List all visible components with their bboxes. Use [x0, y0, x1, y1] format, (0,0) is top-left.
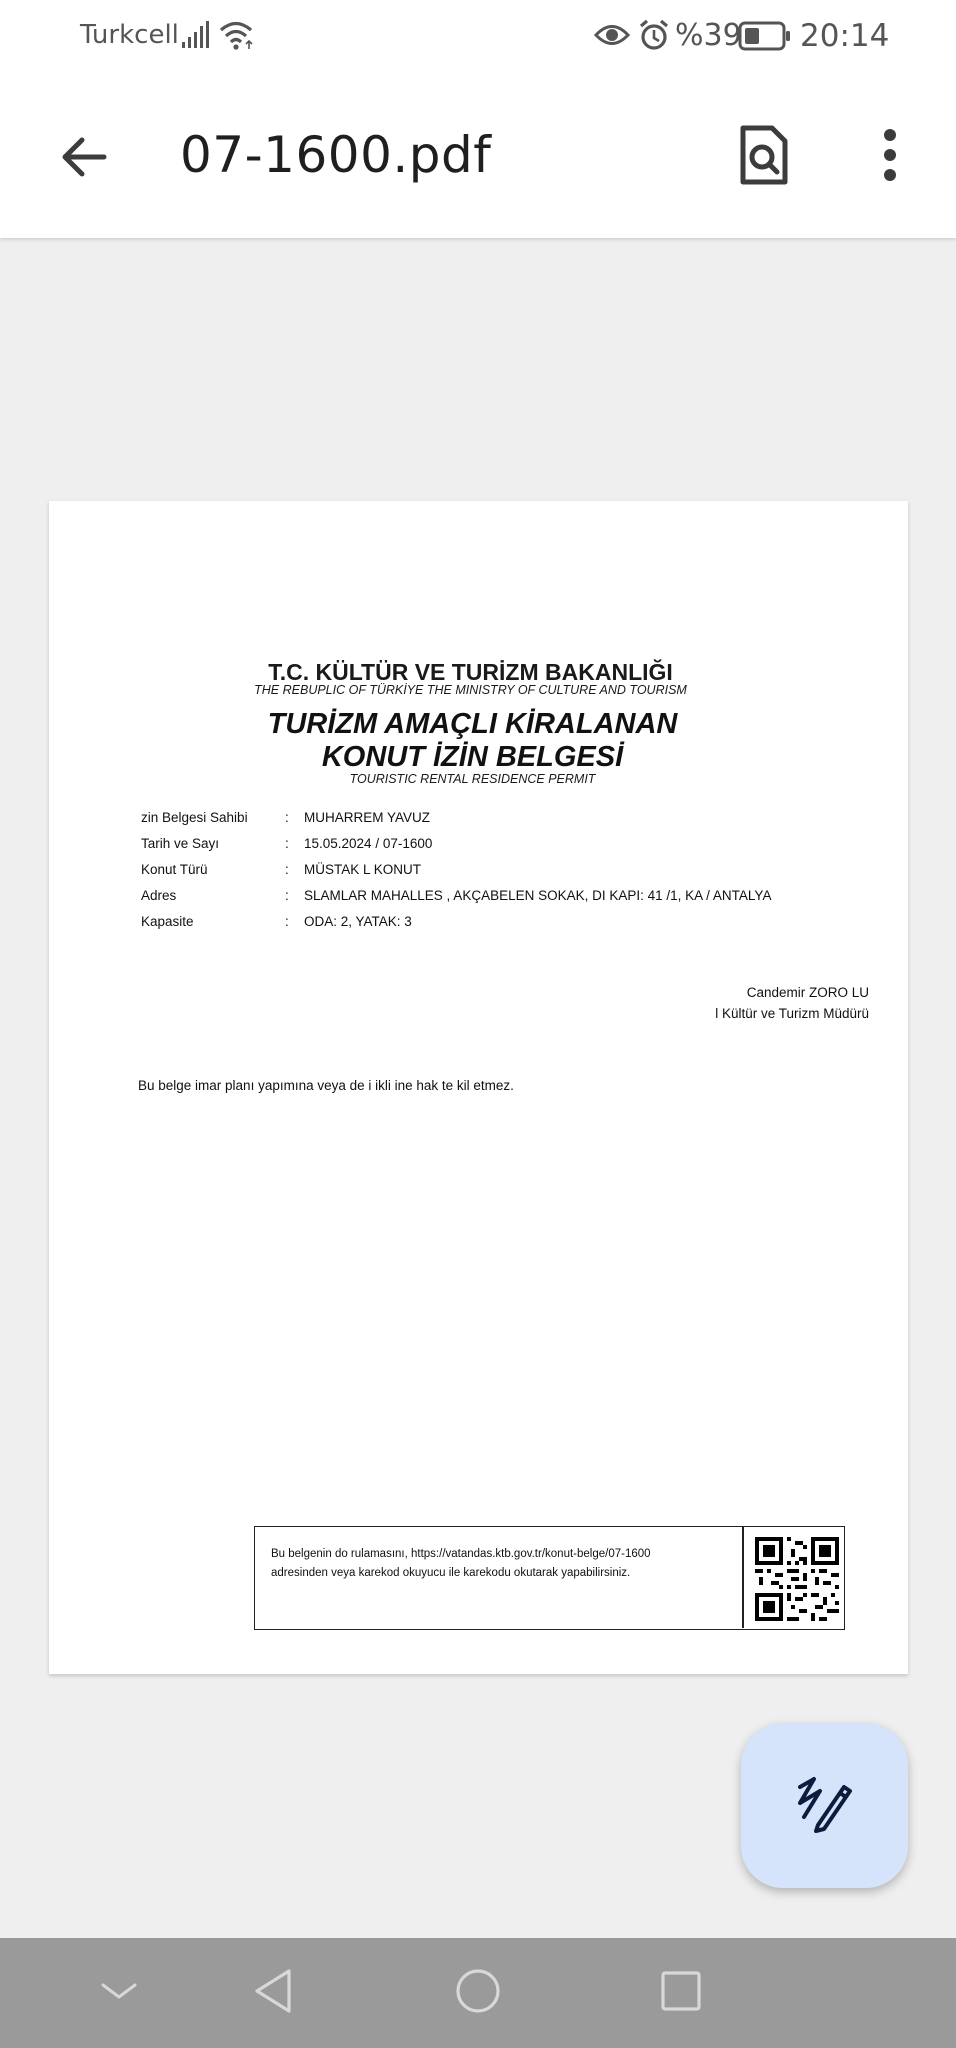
- battery-icon: [738, 21, 792, 55]
- field-label: Adres: [141, 888, 177, 903]
- ministry-name-en: THE REBUPLIC OF TÜRKİYE THE MINISTRY OF CULTURE AND TOURISM: [254, 683, 687, 697]
- permit-subtitle: TOURISTIC RENTAL RESIDENCE PERMIT: [349, 772, 596, 786]
- field-colon: :: [285, 888, 289, 903]
- carrier-name: Turkcell: [80, 20, 179, 50]
- nav-home-icon: [454, 1967, 502, 2019]
- app-bar: [0, 76, 956, 238]
- pdf-page[interactable]: [49, 501, 908, 1674]
- clock-time: 20:14: [800, 18, 890, 54]
- wifi-icon: [218, 18, 254, 56]
- back-arrow-icon: [58, 131, 110, 187]
- nav-hide-icon: [99, 1979, 139, 2007]
- back-button[interactable]: [48, 123, 120, 195]
- field-label: Kapasite: [141, 914, 194, 929]
- document-title: 07-1600.pdf: [180, 126, 492, 184]
- status-bar: [0, 0, 956, 76]
- disclaimer-text: Bu belge imar planı yapımına veya de i ikli ine hak te kil etmez.: [138, 1078, 514, 1093]
- field-colon: :: [285, 836, 289, 851]
- field-label: zin Belgesi Sahibi: [141, 810, 248, 825]
- field-value: SLAMLAR MAHALLES , AKÇABELEN SOKAK, DI KAPI: 41 /1, KA / ANTALYA: [304, 888, 772, 903]
- search-in-document-button[interactable]: [728, 121, 800, 193]
- annotate-fab-button[interactable]: [741, 1723, 908, 1888]
- ministry-name-tr: T.C. KÜLTÜR VE TURİZM BAKANLIĞI: [268, 659, 673, 685]
- field-value: MUHARREM YAVUZ: [304, 810, 431, 825]
- signatory-name: Candemir ZORO LU: [746, 985, 869, 1000]
- field-value: ODA: 2, YATAK: 3: [304, 914, 412, 929]
- field-colon: :: [285, 862, 289, 877]
- signal-icon: [180, 20, 210, 54]
- nav-back-icon: [251, 1967, 295, 2019]
- qr-code: [755, 1537, 839, 1621]
- verification-text: Bu belgenin do rulamasını, https://vatandas.ktb.gov.tr/konut-belge/07-1600 adresinden veya karekod okuyucu ile karekodu okutarak yapabilirsiniz.: [271, 1548, 651, 1579]
- nav-back-button[interactable]: [243, 1963, 303, 2023]
- verification-box: [254, 1526, 845, 1630]
- field-value: 15.05.2024 / 07-1600: [304, 836, 433, 851]
- signatory-title: l Kültür ve Turizm Müdürü: [715, 1006, 869, 1021]
- permit-title-line2: KONUT İZİN BELGESİ: [321, 741, 624, 773]
- edit-annotate-icon: [794, 1773, 856, 1839]
- divider: [742, 1527, 744, 1628]
- more-options-button[interactable]: [854, 121, 926, 193]
- field-colon: :: [285, 914, 289, 929]
- document-search-icon: [738, 124, 790, 190]
- more-vert-icon: [882, 129, 898, 185]
- field-label: Konut Türü: [141, 862, 208, 877]
- nav-home-button[interactable]: [448, 1963, 508, 2023]
- field-label: Tarih ve Sayı: [141, 836, 220, 851]
- alarm-icon: [638, 18, 670, 56]
- battery-percent: %39: [675, 18, 742, 53]
- field-value: MÜSTAK L KONUT: [304, 862, 422, 877]
- eye-icon: [594, 20, 630, 54]
- field-colon: :: [285, 810, 289, 825]
- permit-title-line1: TURİZM AMAÇLI KİRALANAN: [267, 708, 678, 740]
- nav-hide-button[interactable]: [89, 1963, 149, 2023]
- nav-recents-button[interactable]: [651, 1963, 711, 2023]
- system-nav-bar: [0, 1938, 956, 2048]
- nav-recents-icon: [659, 1969, 703, 2017]
